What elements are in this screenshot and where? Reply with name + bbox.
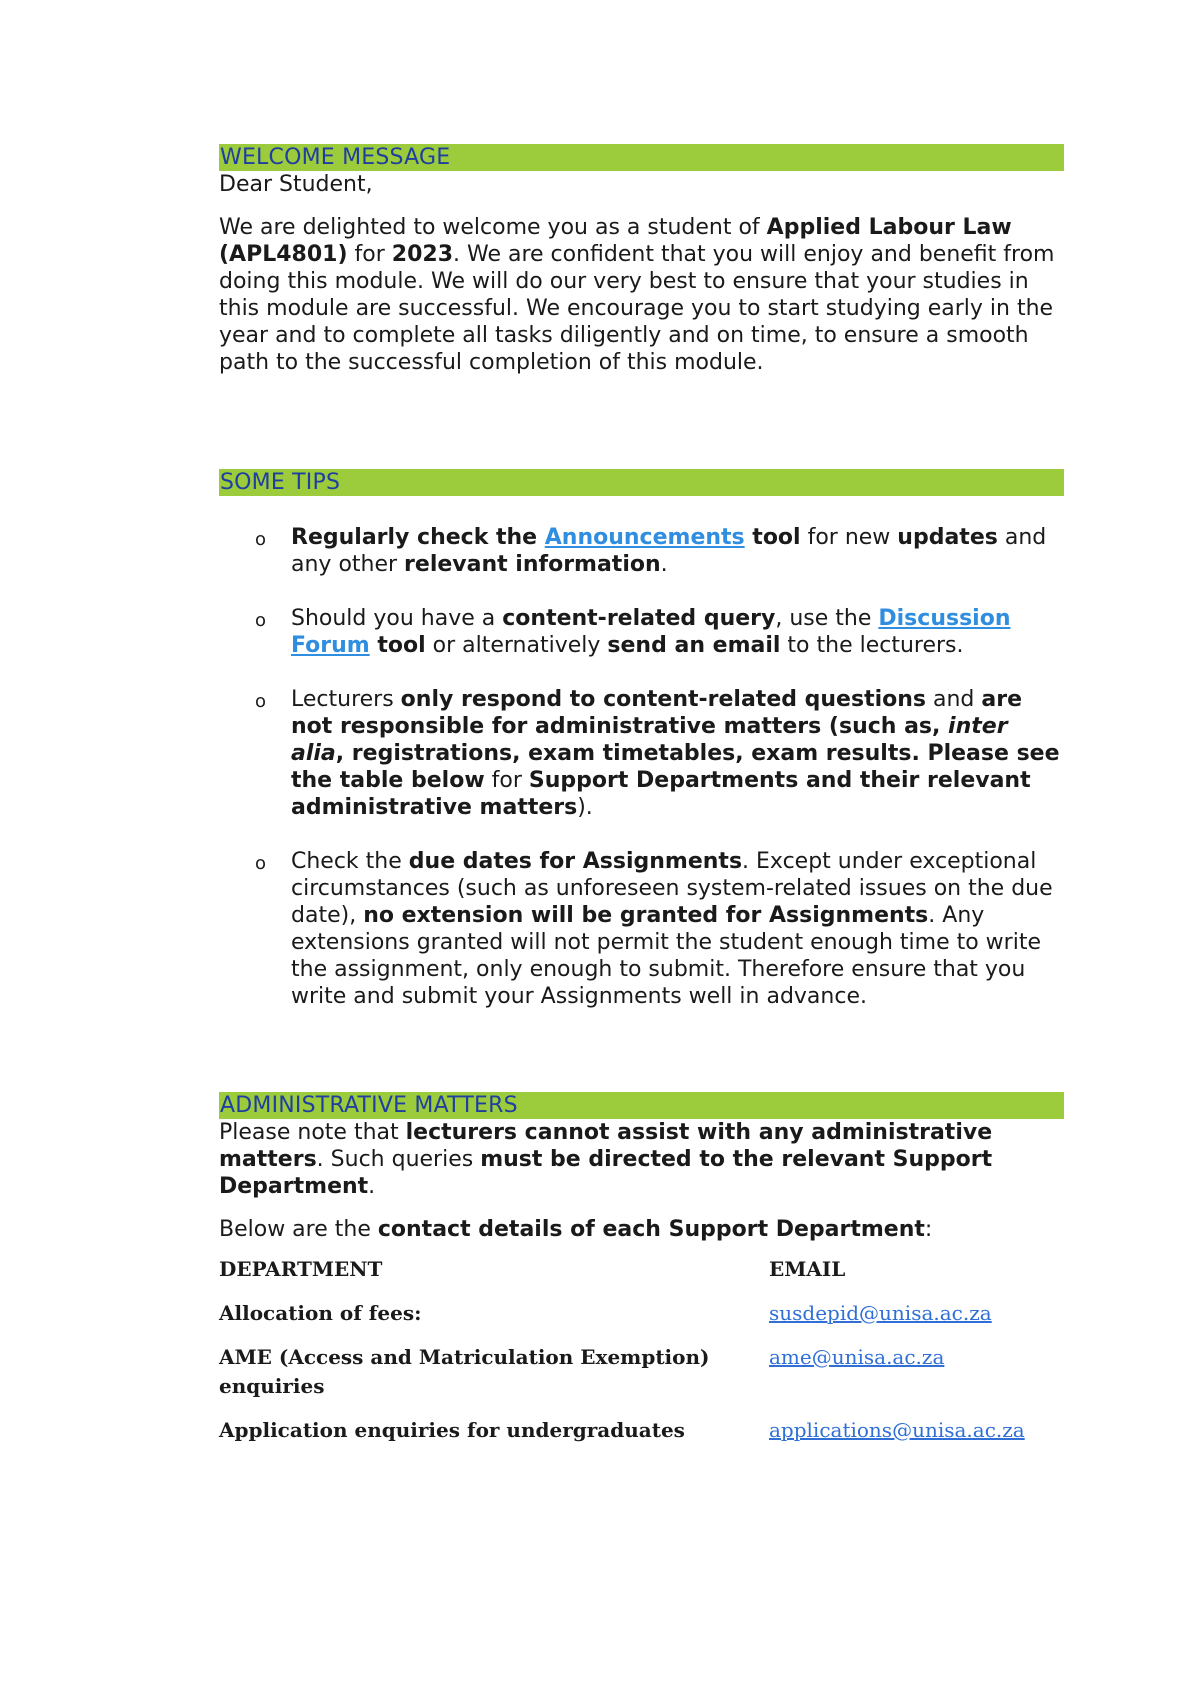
department-cell: AME (Access and Matriculation Exemption) enquiries: [219, 1345, 710, 1398]
contact-intro: Below are the contact details of each Support Department:: [219, 1217, 933, 1242]
bullet-icon: o: [255, 529, 267, 550]
department-cell: Application enquiries for undergraduates: [219, 1418, 685, 1442]
table-row: [219, 1299, 1064, 1343]
email-link[interactable]: susdepid@unisa.ac.za: [769, 1301, 992, 1325]
welcome-paragraph: We are delighted to welcome you as a student of Applied Labour Law (APL4801) for 2023. We are confident that you will enjoy and benefit from doing this module. We will do our very best to ensure that your studies in this module are successful. We encourage you to start studying early in the year and to complete all tasks diligently and on time, to ensure a smooth path to the successful completion of this module.: [219, 215, 1055, 375]
email-link[interactable]: ame@unisa.ac.za: [769, 1345, 945, 1369]
bullet-icon: o: [255, 691, 267, 712]
tip-due-dates: o Check the due dates for Assignments. Except under exceptional circumstances (such as unforeseen system-related issues on the due date), no extension will be granted for Assignments. Any extensions granted will not permit the student enough time to write the assignment, only enough to submit. Therefore ensure that you write and submit your Assignments well in advance.: [255, 849, 1053, 1009]
tip-announcements: o Regularly check the Announcements tool for new updates and any other relevant information.: [255, 525, 1047, 577]
table-row: [219, 1416, 1064, 1445]
email-link[interactable]: applications@unisa.ac.za: [769, 1418, 1025, 1442]
admin-heading: ADMINISTRATIVE MATTERS: [219, 1092, 1064, 1119]
department-column-header: DEPARTMENT: [219, 1257, 383, 1281]
tip-discussion-forum: o Should you have a content-related query, use the Discussion Forum tool or alternatively send an email to the lecturers.: [255, 606, 1011, 658]
table-row: [219, 1343, 1064, 1416]
tip-lecturers: o Lecturers only respond to content-related questions and are not responsible for administrative matters (such as, inter alia, registrations, exam timetables, exam results. Please see the table below for Support Departments and their relevant administrative matters).: [255, 687, 1060, 820]
document-content: [219, 144, 1064, 1445]
announcements-link[interactable]: Announcements: [544, 525, 745, 550]
tips-list: [219, 524, 1064, 1010]
bullet-icon: o: [255, 610, 267, 631]
discussion-forum-link[interactable]: Discussion Forum: [291, 606, 1011, 658]
greeting: Dear Student,: [219, 172, 373, 197]
welcome-heading: WELCOME MESSAGE: [219, 144, 1064, 171]
tips-heading: SOME TIPS: [219, 469, 1064, 496]
table-header-row: [219, 1255, 1064, 1299]
admin-paragraph: Please note that lecturers cannot assist with any administrative matters. Such queries must be directed to the relevant Support Department.: [219, 1120, 993, 1199]
department-cell: Allocation of fees:: [219, 1301, 422, 1325]
support-departments-table: [219, 1255, 1064, 1445]
bullet-icon: o: [255, 853, 267, 874]
email-column-header: EMAIL: [769, 1257, 846, 1281]
